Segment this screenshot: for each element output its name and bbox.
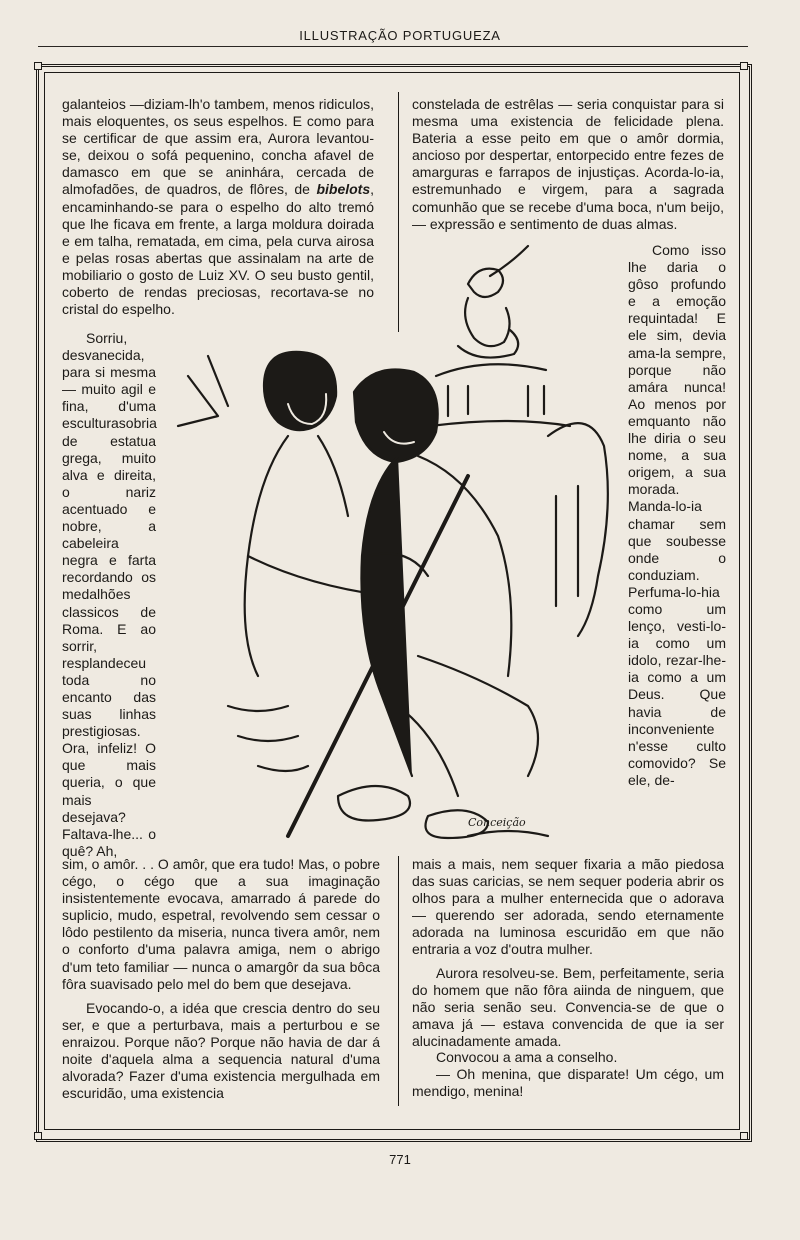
header-rule bbox=[38, 46, 748, 47]
paragraph-como-isso: Como isso lhe daria o gôso profundo e a emoção requintada! E ele sim, devia ama-la sempre, porque não amára nunca! Ao menos por emquanto não lhe diria o seu nome, a sua origem, a sua morada. Manda-lo-ia chamar sem que soubesse onde o conduziam. Perfuma-lo-hia como um lenço, vesti-lo-ia como um idolo, rezar-lhe-ia como a um Deus. Que havia de inconveniente n'esse culto comovido? Se ele, de- bbox=[628, 242, 726, 788]
frame-corner-ornament bbox=[740, 1132, 748, 1140]
paragraph-sorriu: Sorriu, desvanecida, para si mesma — muito agil e fina, d'uma esculturasobria de estatua grega, muito alva e direita, o nariz acentuado e nobre, a cabeleira negra e farta recordando os medalhões classicos de Roma. E ao sorrir, resplandeceu toda no encanto das suas linhas prestigiosas. Ora, infeliz! O que mais queria, o que mais desejava? Faltava-lhe... o quê? Ah, bbox=[62, 330, 157, 859]
column-rule bbox=[398, 856, 399, 1106]
page-number: 771 bbox=[389, 1152, 411, 1167]
frame-corner-ornament bbox=[34, 1132, 42, 1140]
paragraph-mais-a-mais: mais a mais, nem sequer fixaria a mão piedosa das suas caricias, se nem sequer poderia abrir os olhos para a mulher enternecida que o adorava — querendo ser adorada, sendo eternamente adorada na luminosa escuridão em que não entraria a voz d'outra mulher. bbox=[412, 856, 724, 958]
illustration-signature: Conceição bbox=[468, 816, 526, 829]
paragraph-convocou: Convocou a ama a conselho. bbox=[436, 1049, 618, 1065]
frame-corner-ornament bbox=[34, 62, 42, 70]
paragraph-dialogo: — Oh menina, que disparate! Um cégo, um mendigo, menina! bbox=[412, 1066, 724, 1100]
frame-corner-ornament bbox=[740, 62, 748, 70]
running-header: ILLUSTRAÇÃO PORTUGUEZA bbox=[299, 28, 501, 43]
paragraph-galanteios: galanteios —diziam-lh'o tambem, menos ridiculos, mais eloquentes, os seus espelhos. E como para se certificar de que assim era, Aurora levantou-se, deixou o sofá pequenino, concha afavel de damasco em que se aninhára, cercada de almofadões, de quadros, de flôres, de bibelots, encaminhando-se para o espelho do alto tremó que lhe ficava em frente, a larga moldura doirada e em talha, rematada, em cima, pela curva airosa e pelas rosas abertas que assinalam na arte de mobiliario o gosto de Luiz XV. O seu busto gentil, coberto de rendas preciosas, recortava-se no cristal do espelho. bbox=[62, 96, 375, 318]
paragraph-evocando: Evocando-o, a idéa que crescia dentro do seu ser, e que a perturbava, mais a perturbou e se enraizou. Porque não? Porque não havia de dar á noite d'aquela alma a sequencia natural d'uma alvorada? Fazer d'uma existencia mergulhada em escuridão, uma existencia bbox=[62, 1000, 380, 1102]
paragraph-aurora-resolveu: Aurora resolveu-se. Bem, perfeitamente, seria do homem que não fôra aiinda de ninguem, que não seria senão seu. Convencia-se de que o amava já — estava convencida de que ia ser alucinadamente amada. bbox=[412, 965, 724, 1050]
couple-illustration bbox=[168, 236, 624, 840]
paragraph-constelada: constelada de estrêlas — seria conquistar para si mesma uma existencia de felicidade plena. Bateria a esse peito em que o amôr dormia, ancioso por despertar, entorpecido entre fezes de amarguras e farrapos de injustiças. Acorda-lo-ia, estremunhado e virgem, para a sagrada comunhão que se recebe d'uma boca, n'um beijo, — expressão e sentimento de duas almas. bbox=[412, 96, 724, 232]
paragraph-amor: sim, o amôr. . . O amôr, que era tudo! Mas, o pobre cégo, o cégo que a sua imaginação insistentemente evocava, amarrado á parede do suplicio, mudo, espetral, revolvendo sem cessar o lôdo pestilento da miseria, nunca tivera amôr, nem o conforto d'uma palavra amiga, nem o abrigo d'um teto familiar — nunca o amargôr da sua bôca fôra suavisado pelo mel do bem que desejava. bbox=[62, 856, 380, 992]
